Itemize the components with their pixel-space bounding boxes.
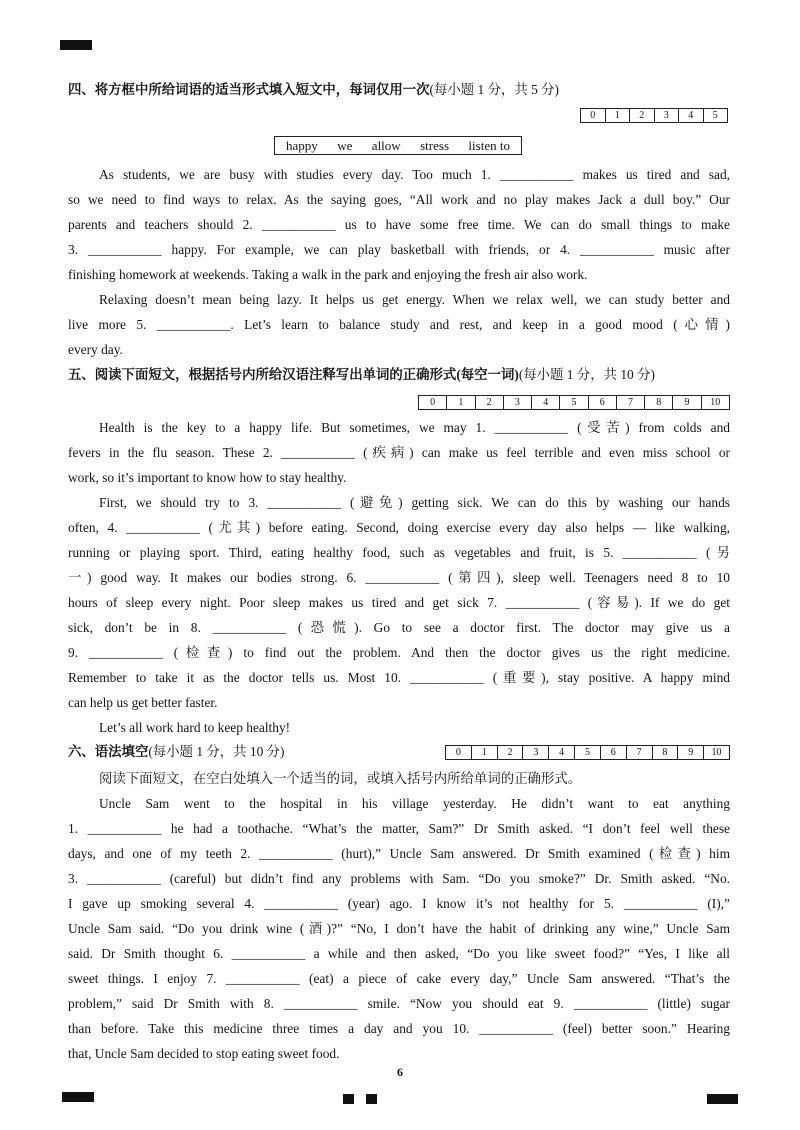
- score-cell: 5: [559, 396, 587, 409]
- text-line: Remember to take it as the doctor tells us. Most 10. ___________ (重要), stay positive. A happy mind: [68, 670, 730, 685]
- score-cell: 9: [672, 396, 700, 409]
- text-line: Let’s all work hard to keep healthy!: [99, 720, 291, 735]
- text-line: finishing homework at weekends. Taking a walk in the park and enjoying the fresh air also work.: [68, 267, 588, 282]
- score-cell: 5: [574, 746, 600, 759]
- score-cell: 9: [677, 746, 703, 759]
- section6-heading: [68, 743, 284, 761]
- section4-score-box: [580, 108, 728, 123]
- text-line: 9. ___________ (检查) to find out the problem. And then the doctor gives us the right medicine.: [68, 645, 730, 660]
- text-line: that, Uncle Sam decided to stop eating sweet food.: [68, 1046, 340, 1061]
- text-line: 1. ___________ he had a toothache. “What’s the matter, Sam?” Dr Smith asked. “I don’t feel well these: [68, 821, 730, 836]
- section6-title: 六、语法填空: [68, 744, 149, 759]
- word-bank-item: stress: [420, 137, 449, 153]
- score-cell: 8: [644, 396, 672, 409]
- paragraph: [68, 791, 730, 1066]
- text-line: live more 5. ___________. Let’s learn to balance study and rest, and keep in a good mood (心情): [68, 317, 730, 332]
- paragraph: [68, 287, 730, 362]
- page-number: 6: [397, 1065, 403, 1079]
- score-cell: 5: [703, 109, 728, 122]
- text-line: Uncle Sam went to the hospital in his village yesterday. He didn’t want to eat anything: [99, 796, 730, 811]
- registration-mark-bottom-left: [62, 1092, 94, 1102]
- score-cell: 1: [605, 109, 630, 122]
- section4-heading: [68, 81, 559, 99]
- score-cell: 4: [678, 109, 703, 122]
- text-line: Relaxing doesn’t mean being lazy. It helps us get energy. When we relax well, we can study better and: [99, 292, 730, 307]
- registration-mark-bottom-center-2: [366, 1094, 377, 1104]
- text-line: parents and teachers should 2. ___________ us to have some free time. We can do small things to make: [68, 217, 730, 232]
- registration-mark-top-left: [60, 40, 92, 50]
- section5-score-box: [418, 395, 730, 410]
- score-cell: 0: [590, 110, 596, 121]
- text-line: running or playing sport. Third, eating healthy food, such as vegetables and fruit, is 5. ___________ (另: [68, 545, 730, 560]
- section5-points: (每小题 1 分，共 10 分): [518, 367, 655, 382]
- registration-mark-bottom-center-1: [343, 1094, 354, 1104]
- score-cell: 0: [430, 397, 436, 408]
- text-line: problem,” said Dr Smith with 8. ___________ smile. “Now you should eat 9. ___________ (little) sugar: [68, 996, 730, 1011]
- paragraph: [68, 162, 730, 287]
- score-cell: 6: [600, 746, 626, 759]
- section4-passage: [68, 162, 730, 362]
- score-cell: 4: [531, 396, 559, 409]
- paragraph: [68, 490, 730, 715]
- section4-points: (每小题 1 分，共 5 分): [429, 82, 559, 97]
- text-line: As students, we are busy with studies every day. Too much 1. ___________ makes us tired and sad,: [99, 167, 730, 182]
- text-line: every day.: [68, 342, 123, 357]
- text-line: hours of sleep every night. Poor sleep makes us tired and get sick 7. ___________ (容易). If we do get: [68, 595, 730, 610]
- text-line: sick, don’t be in 8. ___________ (恐慌). Go to see a doctor first. The doctor may give us a: [68, 620, 730, 635]
- score-cell: 8: [652, 746, 678, 759]
- paragraph: [68, 415, 730, 490]
- text-line: 阅读下面短文，在空白处填入一个适当的词，或填入括号内所给单词的正确形式。: [99, 771, 582, 786]
- score-cell: 6: [588, 396, 616, 409]
- registration-mark-bottom-right: [707, 1094, 738, 1104]
- text-line: sweet things. I enjoy 7. ___________ (eat) a piece of cake every day,” Uncle Sam answered. “That’s the: [68, 971, 730, 986]
- score-cell: 2: [475, 396, 503, 409]
- section5-heading: [68, 366, 655, 384]
- text-line: so we need to find ways to relax. As the saying goes, “All work and no play makes Jack a dull boy.” Our: [68, 192, 730, 207]
- text-line: fevers in the flu season. These 2. ___________ (疾病) can make us feel terrible and even miss school or: [68, 445, 730, 460]
- score-cell: 3: [503, 396, 531, 409]
- word-bank-item: happy: [286, 137, 318, 153]
- text-line: Health is the key to a happy life. But sometimes, we may 1. ___________ (受苦) from colds and: [99, 420, 730, 435]
- score-cell: 2: [629, 109, 654, 122]
- text-line: Uncle Sam said. “Do you drink wine (酒)?” “No, I don’t have the habit of drinking any wine,” Uncle Sam: [68, 921, 730, 936]
- section6-passage: [68, 766, 730, 1066]
- section6-score-box: [445, 745, 730, 760]
- text-line: First, we should try to 3. ___________ (避免) getting sick. We can do this by washing our hands: [99, 495, 730, 510]
- text-line: often, 4. ___________ (尤其) before eating. Second, doing exercise every day also helps — like walking,: [68, 520, 730, 535]
- text-line: 3. ___________ (careful) but didn’t find any problems with Sam. “Do you smoke?” Dr. Smith asked. “No.: [68, 871, 730, 886]
- text-line: I gave up smoking several 4. ___________ (year) ago. I know it’s not healthy for 5. ___________ (I),”: [68, 896, 730, 911]
- text-line: than before. Take this medicine three times a day and you 10. ___________ (feel) better soon.” Hearing: [68, 1021, 730, 1036]
- section6-points: (每小题 1 分，共 10 分): [148, 744, 285, 759]
- text-line: can help us get better faster.: [68, 695, 218, 710]
- section5-title: 五、阅读下面短文，根据括号内所给汉语注释写出单词的正确形式(每空一词): [68, 367, 519, 382]
- score-cell: 10: [701, 396, 729, 409]
- word-bank-item: listen to: [468, 137, 510, 153]
- score-cell: 1: [471, 746, 497, 759]
- score-cell: 2: [497, 746, 523, 759]
- word-bank-box: [274, 136, 522, 155]
- section5-passage: [68, 415, 730, 740]
- score-cell: 1: [446, 396, 474, 409]
- paragraph: [68, 766, 730, 791]
- text-line: 3. ___________ happy. For example, we can play basketball with friends, or 4. ___________ music after: [68, 242, 730, 257]
- text-line: days, and one of my teeth 2. ___________ (hurt),” Uncle Sam answered. Dr Smith examined (检查) him: [68, 846, 730, 861]
- score-cell: 4: [548, 746, 574, 759]
- score-cell: 3: [522, 746, 548, 759]
- text-line: work, so it’s important to know how to stay healthy.: [68, 470, 347, 485]
- score-cell: 3: [654, 109, 679, 122]
- section4-title: 四、将方框中所给词语的适当形式填入短文中，每词仅用一次: [68, 82, 430, 97]
- score-cell: 0: [455, 747, 461, 758]
- word-bank-item: we: [337, 137, 353, 153]
- word-bank-item: allow: [371, 137, 401, 153]
- score-cell: 7: [616, 396, 644, 409]
- score-cell: 7: [626, 746, 652, 759]
- paragraph: [68, 715, 730, 740]
- score-cell: 10: [703, 746, 729, 759]
- text-line: 一) good way. It makes our bodies strong. 6. ___________ (第四), sleep well. Teenagers need 8 to 10: [68, 570, 730, 585]
- text-line: said. Dr Smith thought 6. ___________ a while and then asked, “Do you like sweet food?” “Yes, I like all: [68, 946, 730, 961]
